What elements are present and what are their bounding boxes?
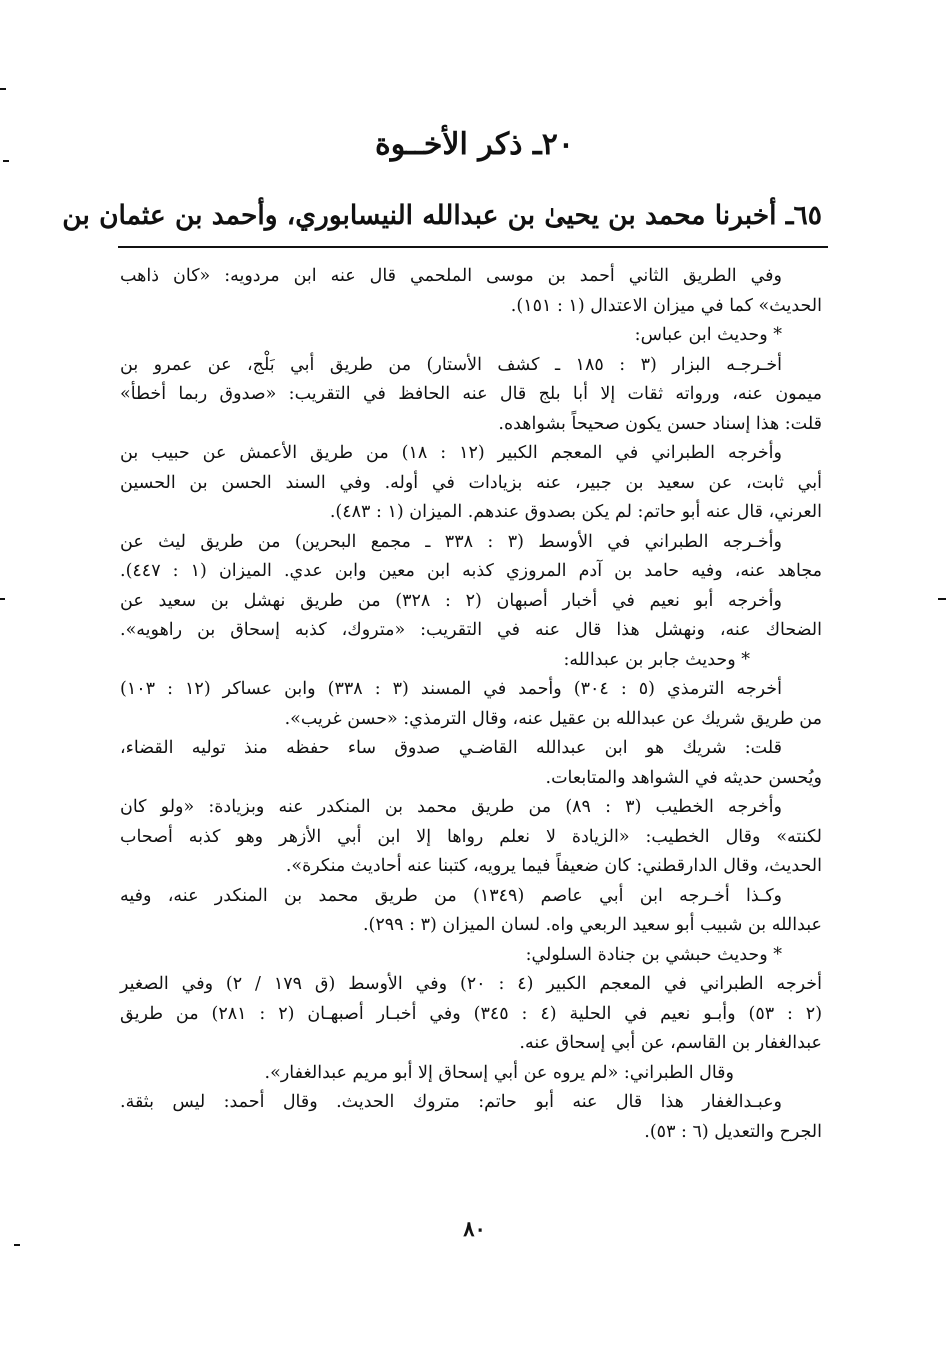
text-line: وقال الطبراني: «لم يروه عن أبي إسحاق إلا أبو مريم عبدالغفار». bbox=[264, 1062, 734, 1083]
text-line: أخـرجـه البزار (٣ : ١٨٥ ـ كشف الأستار) من طريق أبي بَلْج، عن عمرو بن bbox=[120, 354, 782, 375]
text-line: وفي الطريق الثاني أحمد بن موسى الملحمي قال عنه ابن مردويه: «كان ذاهب bbox=[120, 266, 782, 286]
text-line: وأخرجه الخطيب (٣ : ٨٩) من طريق محمد بن المنكدر عنه وبزيادة: «ولو كان bbox=[120, 797, 782, 817]
text-line: * وحديث حبشي بن جنادة السلولي: bbox=[525, 944, 782, 965]
text-line: قلت: هذا إسناد حسن يكون صحيحاً بشواهده. bbox=[498, 413, 822, 434]
text-line: وأخرجه أبو نعيم في أخبار أصبهان (٢ : ٣٢٨) من طريق نهشل بن سعيد عن bbox=[120, 590, 782, 611]
chapter-title: ٢٠ـ ذكر الأخــوة bbox=[375, 127, 574, 162]
text-line: العرني، قال عنه أبو حاتم: لم يكن بصدوق عندهم. الميزان (١ : ٤٨٣). bbox=[329, 502, 822, 522]
hadith-heading: ٦٥ـ أخبرنا محمد بن يحيىٰ بن عبدالله النيسابوري، وأحمد بن عثمان بن bbox=[62, 200, 822, 231]
text-line: أبي ثابت، عن سعيد بن جبير، عنه بزيادات في أوله. وفي السند الحسن بن الحسين bbox=[120, 472, 822, 493]
text-line: لكنته» وقال الخطيب: «الزيادة لا نعلم رواها إلا ابن أبي الأزهر وهو كذبه أصحاب bbox=[120, 826, 822, 847]
text-line: وكـذا أخـرجه ابن أبي عاصم (١٣٤٩) من طريق محمد بن المنكدر عنه، وفيه bbox=[120, 885, 782, 906]
text-line: (٢ : ٥٣) وأبـو نعيم في الحلية (٤ : ٣٤٥) وفي أخبـار أصبهـان (٢ : ٢٨١) من طريق bbox=[120, 1003, 823, 1024]
text-line: الحديث» كما في ميزان الاعتدال (١ : ١٥١). bbox=[510, 295, 822, 316]
scan-edge-mark bbox=[0, 598, 5, 600]
scan-edge-mark bbox=[0, 88, 6, 90]
text-line: الجرح والتعديل (٦ : ٥٣). bbox=[644, 1121, 822, 1142]
text-line: * وحديث ابن عباس: bbox=[634, 325, 782, 345]
text-line: وعبـدالغفار هذا قال عنه أبو حاتم: متروك الحديث. وقال أحمد: ليس بثقة. bbox=[120, 1092, 782, 1112]
text-line: أخرجه الطبراني في المعجم الكبير (٤ : ٢٠) وفي الأوسط (ق ١٧٩ / ٢) وفي الصغير bbox=[120, 974, 822, 994]
text-line: ويُحسن حديثه في الشواهد والمتابعات. bbox=[545, 767, 822, 788]
text-line: وأخـرجه الطبراني في الأوسط (٣ : ٣٣٨ ـ مجمع البحرين) من طريق ليث عن bbox=[120, 531, 782, 552]
footnote-body bbox=[120, 262, 822, 1147]
page-number: ٨٠ bbox=[463, 1216, 486, 1241]
scan-edge-mark bbox=[14, 1244, 20, 1246]
text-line: الضحاك عنه، ونهشل هذا قال عنه في التقريب: «متروك، كذبه إسحاق بن راهويه». bbox=[120, 620, 822, 640]
text-line: قلت: شريك هو ابن عبدالله القاضـي صدوق ساء حفظه منذ توليه القضاء، bbox=[120, 738, 782, 758]
text-line: عبدالغفار بن القاسم، عن أبي إسحاق عنه. bbox=[519, 1033, 822, 1053]
text-line: مجاهد عنه، وفيه حامد بن آدم المروزي كذبه ابن معين وابن عدي. الميزان (١ : ٤٤٧). bbox=[120, 561, 822, 581]
text-line: * وحديث جابر بن عبدالله: bbox=[563, 649, 750, 670]
text-line: وأخرجه الطبراني في المعجم الكبير (١٢ : ١٨) من طريق الأعمش عن حبيب بن bbox=[120, 443, 782, 463]
text-line: عبدالله بن شبيب أبو سعيد الربعي واه. لسان الميزان (٣ : ٢٩٩). bbox=[362, 915, 822, 935]
text-line: الحديث، وقال الدارقطني: كان ضعيفاً فيما يرويه، كتبنا عنه أحاديث منكرة». bbox=[285, 856, 822, 876]
text-line: ميمون عنه، ورواته ثقات إلا أبا بلج قال عنه الحافظ في التقريب: «صدوق ربما أخطأ» bbox=[120, 384, 822, 404]
text-line: من طريق شريك عن عبدالله بن عقيل عنه، وقال الترمذي: «حسن غريب». bbox=[284, 708, 822, 729]
scan-edge-mark bbox=[938, 598, 946, 600]
heading-rule bbox=[118, 246, 828, 248]
text-line: أخرجه الترمذي (٥ : ٣٠٤) وأحمد في المسند (٣ : ٣٣٨) وابن عساكر (١٢ : ١٠٣) bbox=[120, 679, 782, 699]
